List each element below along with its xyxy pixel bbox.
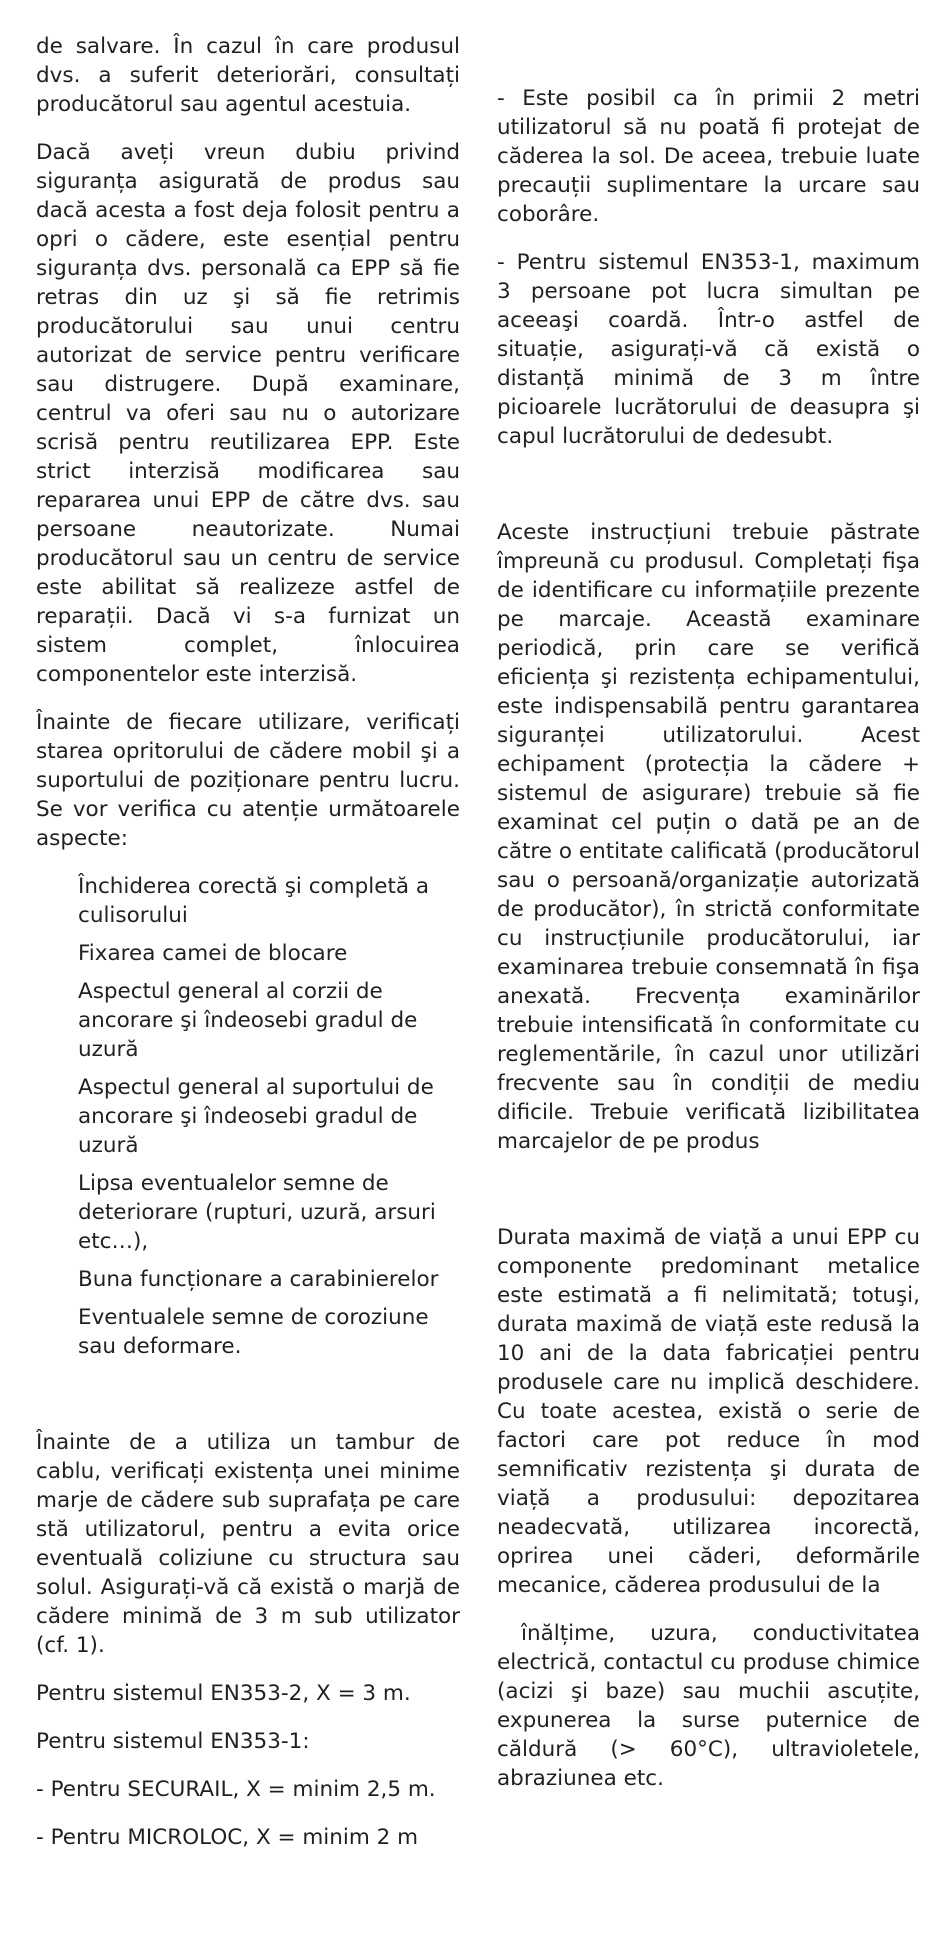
paragraph-doubt-safety: Dacă aveți vreun dubiu privind siguranța asigurată de produs sau dacă acesta a fost deja folosit pentru a opri o cădere, este esențial pentru siguranța dvs. personală ca EPP să fie retras din uz şi să fie retrimis producătorului sau unui centru autorizat de service pentru verificare sau distrugere. După examinare, centrul va oferi sau nu o autorizare scrisă pentru reutilizarea EPP. Este strict interzisă modificarea sau repararea unui EPP de către dvs. sau persoane neautorizate. Numai producătorul sau un centru de service este abilitat să realizeze astfel de reparații. Dacă vi s-a furnizat un sistem complet, înlocuirea componentelor este interzisă.	[36, 140, 460, 687]
left-column	[36, 32, 460, 1852]
paragraph-salvage: de salvare. În cazul în care produsul dvs. a suferit deteriorări, consultați producătorul sau agentul acestuia.	[36, 34, 460, 117]
list-item: Fixarea camei de blocare	[78, 941, 348, 966]
list-item: Aspectul general al suportului de ancorare şi îndeosebi gradul de uzură	[78, 1075, 434, 1158]
paragraph-microloc: - Pentru MICROLOC, X = minim 2 m	[36, 1825, 419, 1850]
paragraph-max-persons: - Pentru sistemul EN353-1, maximum 3 persoane pot lucra simultan pe aceeaşi coardă. Într-o astfel de situație, asigurați-vă că există o distanță minimă de 3 m între picioarele lucrătorului de deasupra şi capul lucrătorului de dedesubt.	[497, 250, 920, 449]
paragraph-en353-2: Pentru sistemul EN353-2, X = 3 m.	[36, 1681, 411, 1706]
inspection-checklist	[36, 872, 460, 1361]
list-item: Lipsa eventualelor semne de deteriorare (rupturi, uzură, arsuri etc…),	[78, 1171, 436, 1254]
right-column	[497, 84, 920, 1793]
paragraph-cable-drum: Înainte de a utiliza un tambur de cablu, verificați existența unei minime marje de cădere sub suprafața pe care stă utilizatorul, pentru a evita orice eventuală coliziune cu structura sau solul. Asigurați-vă că există o marjă de cădere minimă de 3 m sub utilizator (cf. 1).	[36, 1430, 460, 1658]
list-item: Eventualele semne de coroziune sau deformare.	[78, 1305, 429, 1359]
list-item: Închiderea corectă şi completă a culisorului	[78, 874, 430, 928]
paragraph-en353-1: Pentru sistemul EN353-1:	[36, 1729, 310, 1754]
paragraph-securail: - Pentru SECURAIL, X = minim 2,5 m.	[36, 1777, 436, 1802]
list-item: Aspectul general al corzii de ancorare şi îndeosebi gradul de uzură	[78, 979, 418, 1062]
paragraph-pre-use-check: Înainte de fiecare utilizare, verificați starea opritorului de cădere mobil şi a suportului de poziționare pentru lucru. Se vor verifica cu atenție următoarele aspecte:	[36, 710, 460, 851]
paragraph-first-2-meters: - Este posibil ca în primii 2 metri utilizatorul să nu poată fi protejat de căderea la sol. De aceea, trebuie luate precauții suplimentare la urcare sau coborâre.	[497, 86, 920, 227]
paragraph-lifespan-factors: înălțime, uzura, conductivitatea electrică, contactul cu produse chimice (acizi şi baze) sau muchii ascuțite, expunerea la surse puternice de căldură (> 60°C), ultravioletele, abraziunea etc.	[497, 1621, 920, 1791]
list-item: Buna funcționare a carabinierelor	[78, 1267, 439, 1292]
paragraph-instructions-keep: Aceste instrucțiuni trebuie păstrate împreună cu produsul. Completați fişa de identificare cu informațiile prezente pe marcaje. Această examinare periodică, prin care se verifică eficiența şi rezistența echipamentului, este indispensabilă pentru garantarea siguranței utilizatorului. Acest echipament (protecția la cădere + sistemul de asigurare) trebuie să fie examinat cel puțin o dată pe an de către o entitate calificată (producătorul sau o persoană/organizație autorizată de producător), în strictă conformitate cu instrucțiunile producătorului, iar examinarea trebuie consemnată în fişa anexată. Frecvența examinărilor trebuie intensificată în conformitate cu reglementările, în cazul unor utilizări frecvente sau în condiții de mediu dificile. Trebuie verificată lizibilitatea marcajelor de pe produs	[497, 520, 920, 1154]
paragraph-lifespan: Durata maximă de viață a unui EPP cu componente predominant metalice este estimată a fi nelimitată; totuşi, durata maximă de viață este redusă la 10 ani de la data fabricației pentru produsele care nu implică deschidere. Cu toate acestea, există o serie de factori care pot reduce în mod semnificativ rezistența şi durata de viață a produsului: depozitarea neadecvată, utilizarea incorectă, oprirea unei căderi, deformările mecanice, căderea produsului de la	[497, 1225, 920, 1598]
